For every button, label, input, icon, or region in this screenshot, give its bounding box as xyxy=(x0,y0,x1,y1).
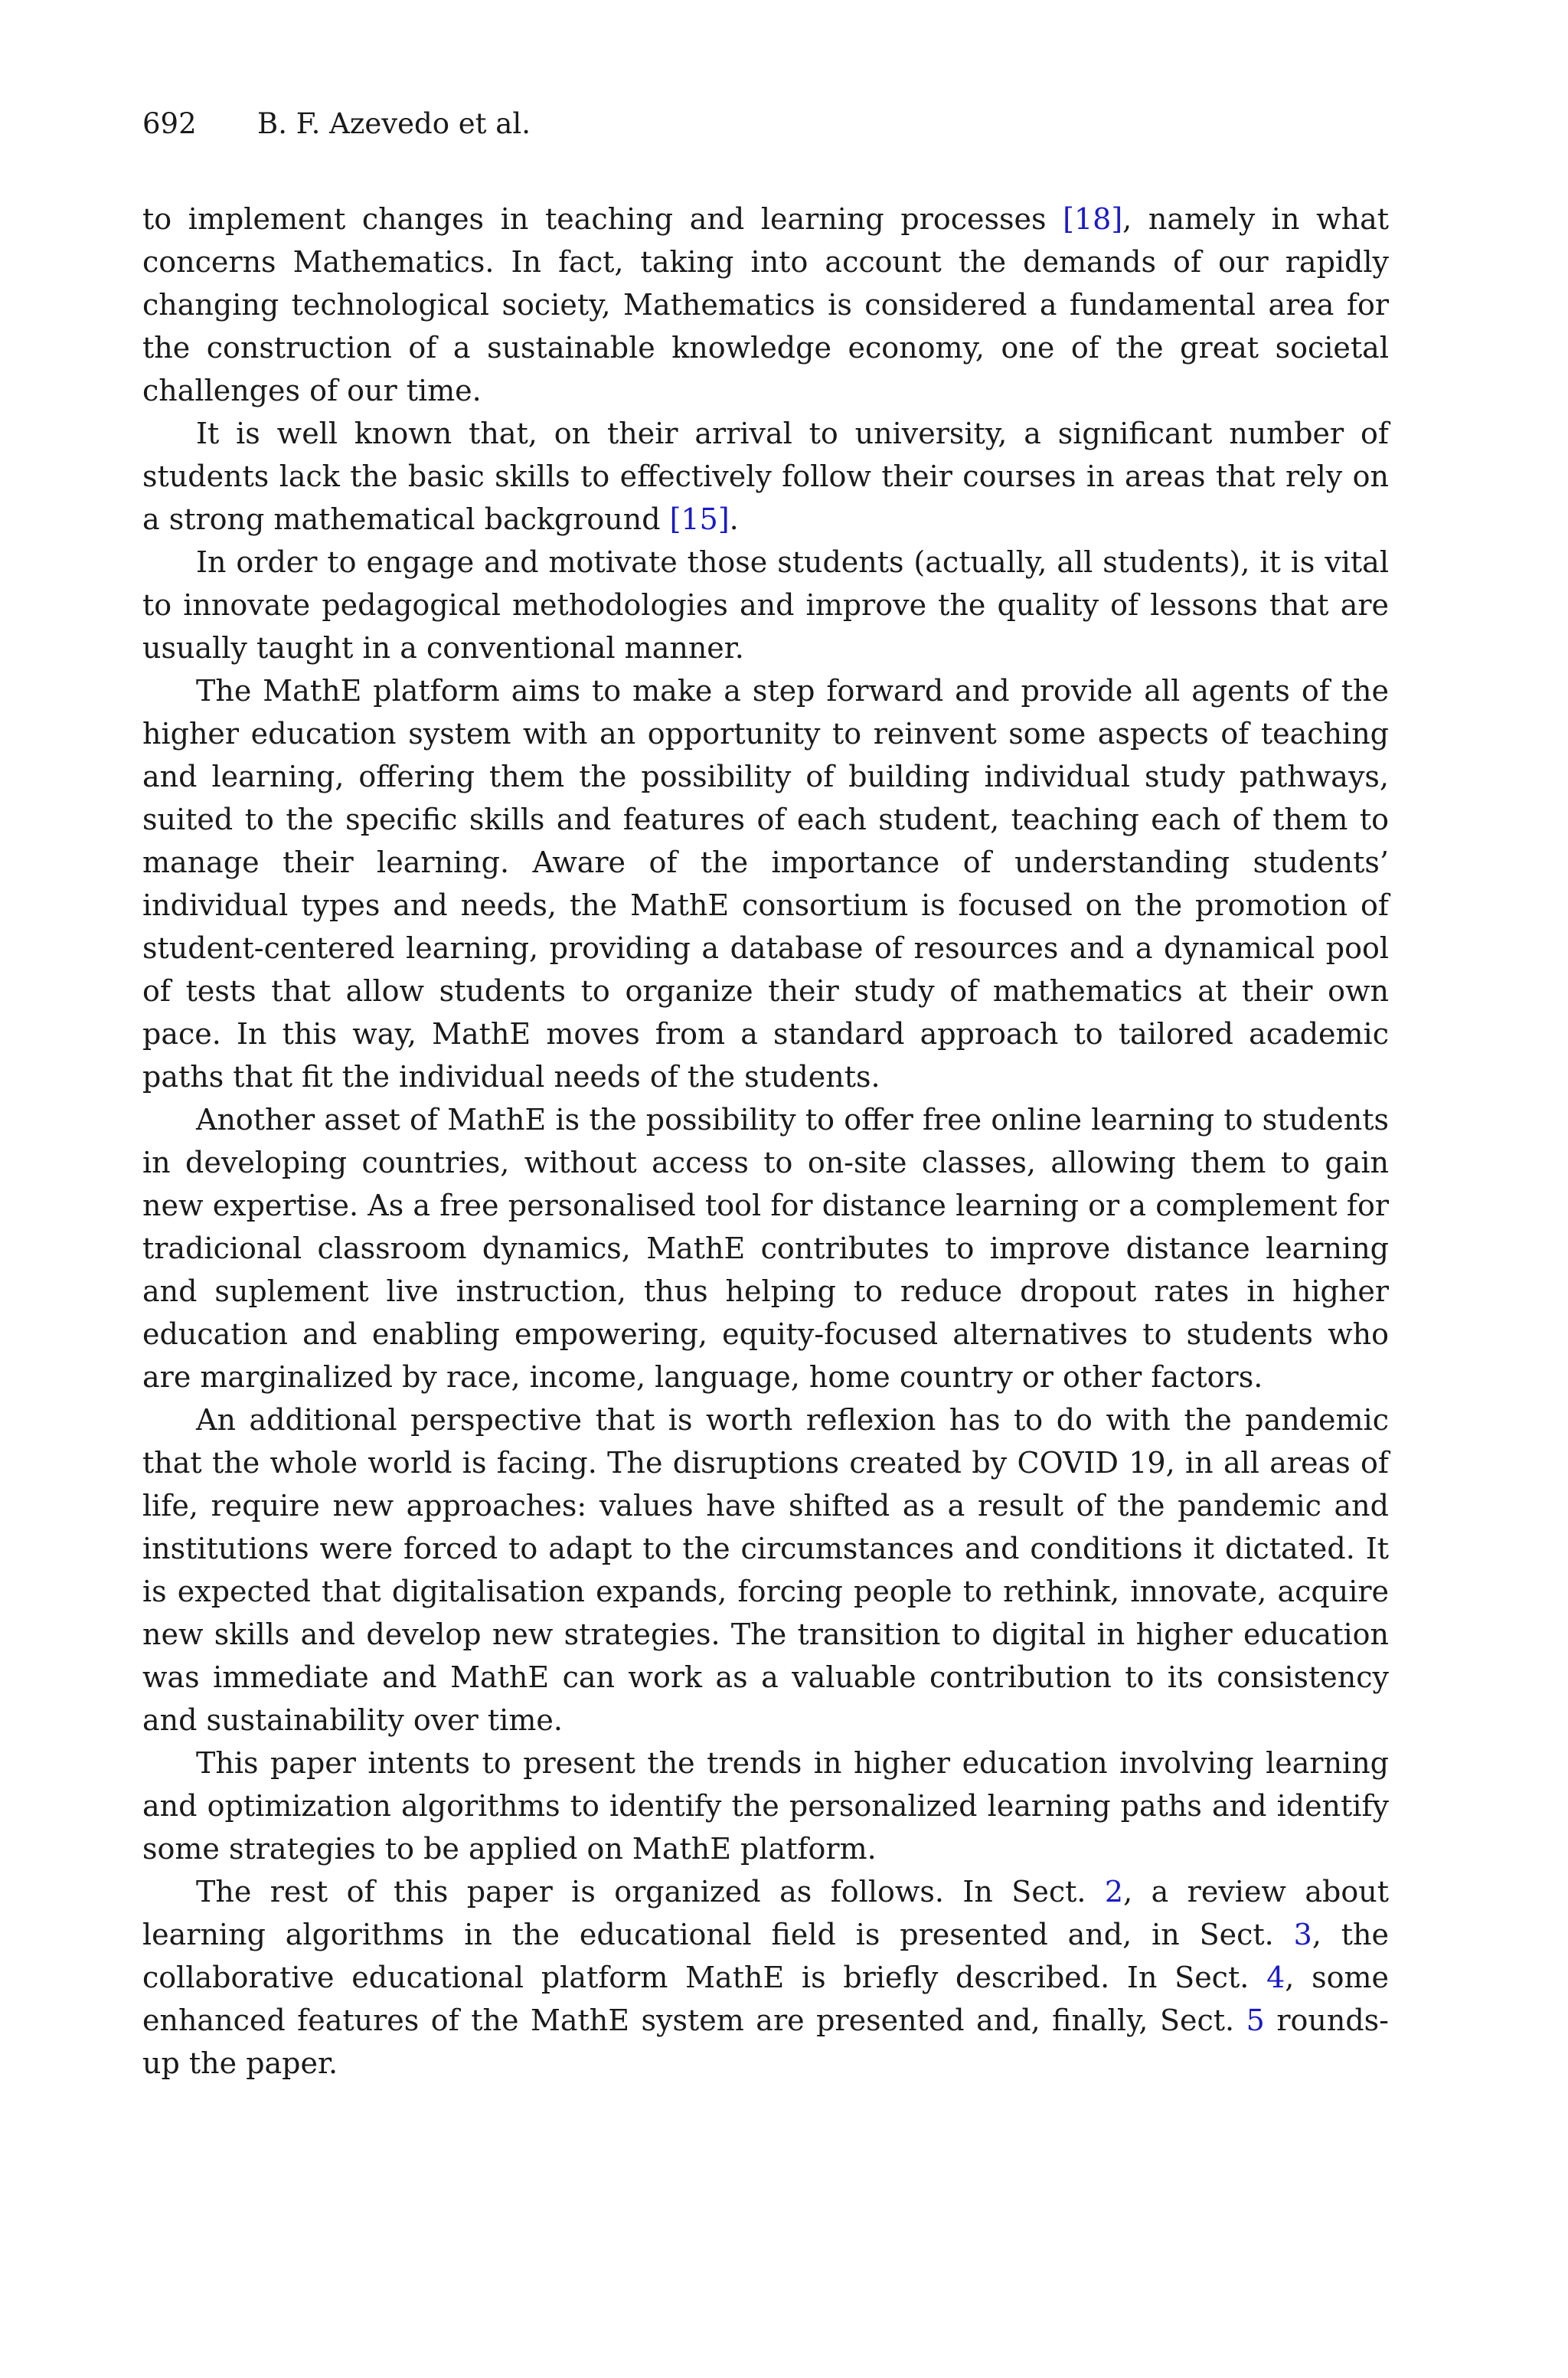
paragraph xyxy=(142,669,1389,1098)
citation-link[interactable]: [15] xyxy=(669,502,730,536)
text-run: to implement changes in teaching and learning processes xyxy=(142,202,1063,236)
paragraph xyxy=(142,1742,1389,1870)
text-run: . xyxy=(729,502,739,536)
text-run: The MathE platform aims to make a step forward and provide all agents of the higher education system with an opportunity to reinvent some aspects of teaching and learning, offering them the possibility of building individual study pathways, suited to the specific skills and features of each student, teaching each of them to manage their learning. Aware of the importance of understanding students’ individual types and needs, the MathE consortium is focused on the promotion of student-centered learning, providing a database of resources and a dynamical pool of tests that allow students to organize their study of mathematics at their own pace. In this way, MathE moves from a standard approach to tailored academic paths that fit the individual needs of the students. xyxy=(142,674,1389,1094)
text-run: Another asset of MathE is the possibility to offer free online learning to students in developing countries, without access to on-site classes, allowing them to gain new expertise. As a free personalised tool for distance learning or a complement for tradicional classroom dynamics, MathE contributes to improve distance learning and suplement live instruction, thus helping to reduce dropout rates in higher education and enabling empowering, equity-focused alternatives to students who are marginalized by race, income, language, home country or other factors. xyxy=(142,1103,1389,1394)
text-run: , the collaborative educational platform MathE is briefly described. In Sect. xyxy=(142,1918,1390,1994)
page-number: 692 xyxy=(142,107,197,140)
paragraph xyxy=(142,412,1389,541)
paragraph xyxy=(142,1398,1389,1742)
section-link[interactable]: 3 xyxy=(1293,1918,1312,1951)
text-run: , a review about learning algorithms in the educational field is presented and, in Sect. xyxy=(142,1875,1389,1951)
section-link[interactable]: 4 xyxy=(1266,1961,1285,1994)
text-run: It is well known that, on their arrival to university, a significant number of students lack the basic skills to effectively follow their courses in areas that rely on a strong mathematical background xyxy=(142,417,1389,536)
text-run: rounds-up the paper. xyxy=(142,2003,1389,2080)
text-run: , namely in what concerns Mathematics. In fact, taking into account the demands of our rapidly changing technological society, Mathematics is considered a fundamental area for the construction of a sustainable knowledge economy, one of the great societal challenges of our time. xyxy=(142,202,1390,407)
paragraph xyxy=(142,1870,1389,2085)
text-run: In order to engage and motivate those students (actually, all students), it is vital to innovate pedagogical methodologies and improve the quality of lessons that are usually taught in a conventional manner. xyxy=(142,545,1389,665)
citation-link[interactable]: [18] xyxy=(1063,202,1123,236)
text-run: An additional perspective that is worth reflexion has to do with the pandemic that the whole world is facing. The disruptions created by COVID 19, in all areas of life, require new approaches: values have shifted as a result of the pandemic and institutions were forced to adapt to the circumstances and conditions it dictated. It is expected that digitalisation expands, forcing people to rethink, innovate, acquire new skills and develop new strategies. The transition to digital in higher education was immediate and MathE can work as a valuable contribution to its consistency and sustainability over time. xyxy=(142,1403,1389,1737)
text-run: The rest of this paper is organized as follows. In Sect. xyxy=(196,1875,1105,1909)
running-head xyxy=(142,107,531,141)
text-run: , some enhanced features of the MathE system are presented and, finally, Sect. xyxy=(142,1961,1389,2037)
section-link[interactable]: 5 xyxy=(1246,2003,1265,2037)
text-run: This paper intents to present the trends in higher education involving learning and optimization algorithms to identify the personalized learning paths and identify some strategies to be applied on MathE platform. xyxy=(142,1746,1389,1866)
body-text xyxy=(142,198,1389,2085)
paragraph xyxy=(142,198,1389,412)
running-head-authors: B. F. Azevedo et al. xyxy=(257,107,531,140)
section-link[interactable]: 2 xyxy=(1104,1875,1124,1909)
paragraph xyxy=(142,1098,1389,1398)
paragraph xyxy=(142,541,1389,669)
